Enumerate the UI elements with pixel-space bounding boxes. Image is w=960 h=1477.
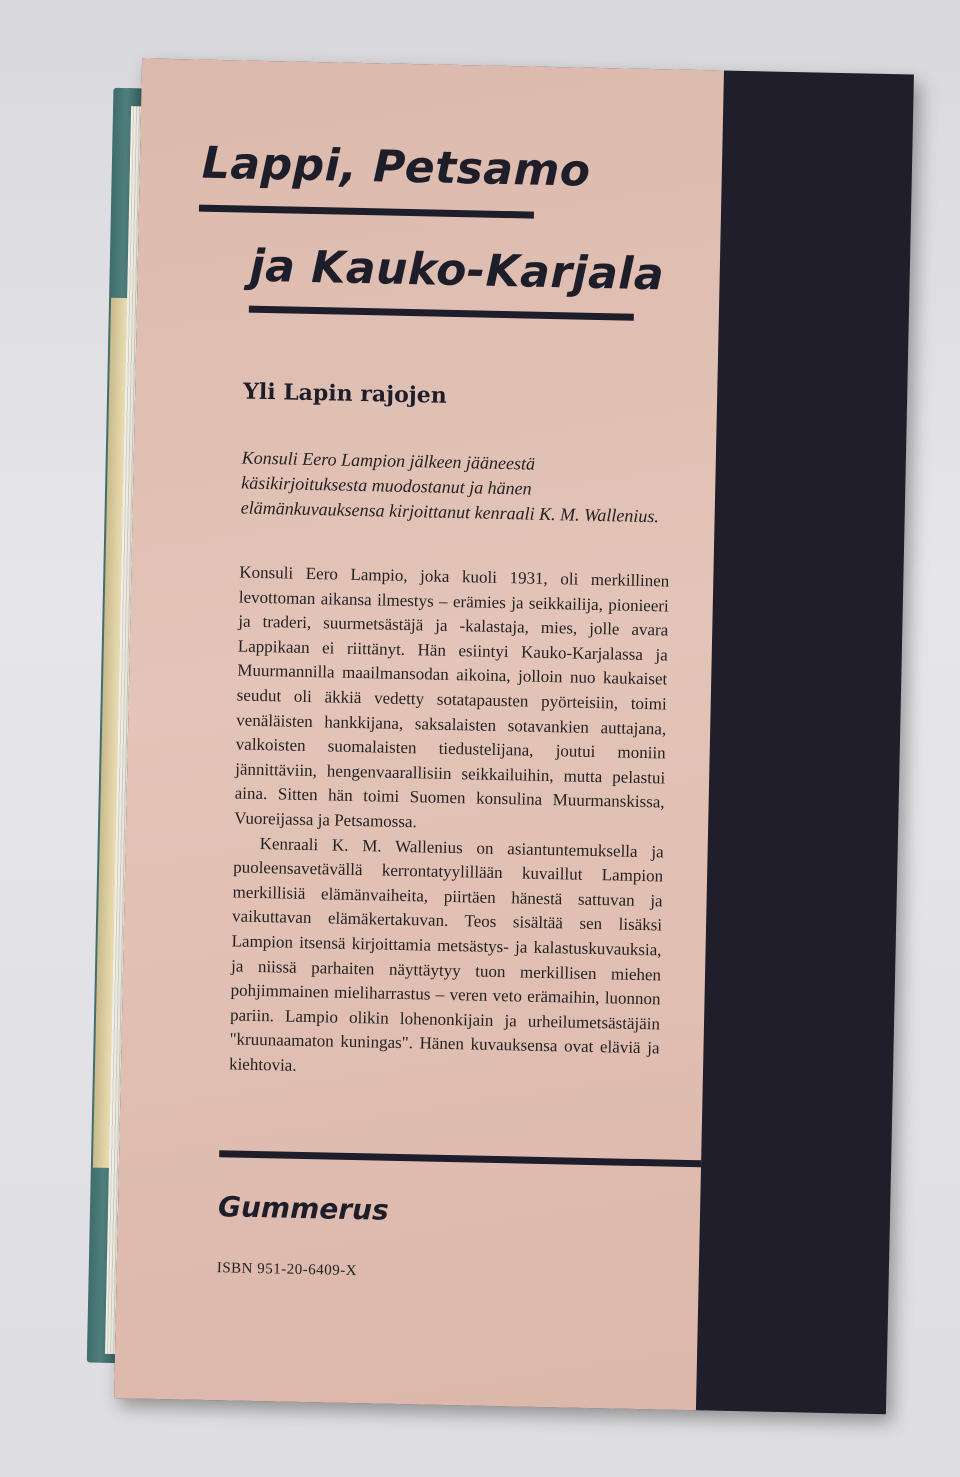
blurb <box>229 561 670 1086</box>
subtitle: Yli Lapin rajojen <box>242 378 448 409</box>
publisher-name: Gummerus <box>217 1190 390 1227</box>
title-line-2: ja Kauko-Karjala <box>249 240 665 301</box>
intro-text: Konsuli Eero Lampion jälkeen jääneestä käsikirjoituksesta muodostanut ja hänen elämänkuvauksensa kirjoittanut kenraali K. M. Wallenius. <box>240 447 660 527</box>
book <box>86 58 914 1414</box>
back-cover <box>114 58 914 1414</box>
text-panel <box>114 58 724 1410</box>
isbn: ISBN 951-20-6409-X <box>216 1260 358 1280</box>
blurb-paragraph-1: Konsuli Eero Lampio, joka kuoli 1931, oli merkillinen levottoman aikansa ilmestys – erämies ja seikkailija, pionieeri ja traderi, suurmetsästäjä ja -kalastaja, mies, jolle avara Lappikaan ei riittänyt. Hän esiintyi Kauko-Karjalassa ja Muurmannilla maailmansodan aikoina, jolloin nuo kaukaiset seudut oli äkkiä vedetty sotatapausten pyörteisiin, toimi venäläisten hankkijana, saksalaisten sotavankien auttajana, valkoisten suomalaisten tiedustelijana, joutui moniin jännittäviin, hengenvaarallisiin seikkailuihin, mutta pelastui aina. Sitten hän toimi Suomen konsulina Muurmanskissa, Vuoreijassa ja Petsamossa. <box>234 562 670 832</box>
blurb-paragraph-2: Kenraali K. M. Wallenius on asiantuntemuksella ja puoleensavetävällä kerrontatyylillään kuvaillut Lampion merkillisiä elämänvaiheita, piirtäen hänestä sattuvan ja vaikuttavan elämäkertakuvan. Teos sisältää sen lisäksi Lampion itsensä kirjoittamia metsästys- ja kalastuskuvauksia, ja niissä parhaiten näyttäytyy tuon merkillisen miehen pohjimmainen mieliharrastus – veren veto erämaihin, luonnon pariin. Lampio olikin lohenonkijain ja urheilumetsästäjäin "kruunaamaton kuningas". Hänen kuvauksensa ovat eläviä ja kiehtovia. <box>228 833 664 1075</box>
title-rule-2 <box>249 306 634 321</box>
title-line-1: Lappi, Petsamo <box>201 137 592 197</box>
publisher-rule <box>219 1150 701 1167</box>
title-rule-1 <box>199 205 534 219</box>
